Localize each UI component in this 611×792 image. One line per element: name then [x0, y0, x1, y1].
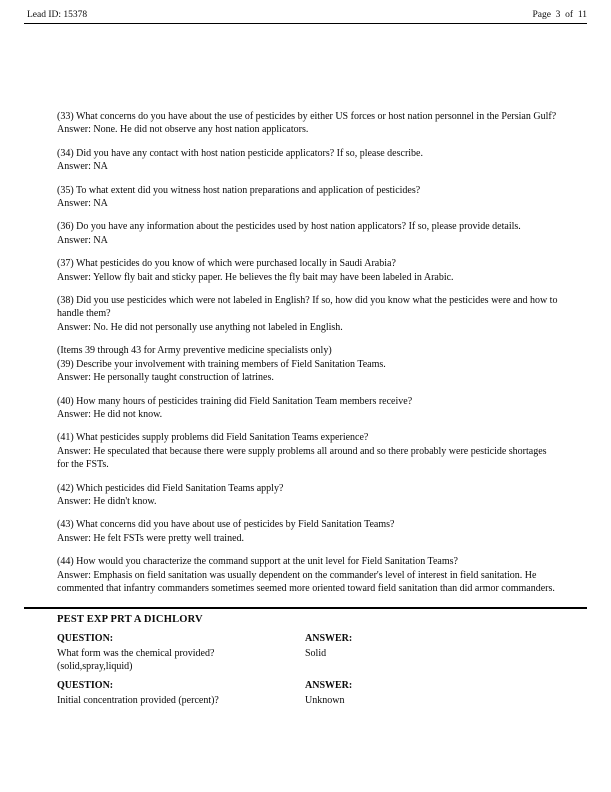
qa-block [57, 395, 559, 422]
question-label: QUESTION: [57, 680, 114, 692]
pest-exp-section [0, 614, 611, 707]
qa-block [57, 431, 559, 471]
question-column [57, 680, 305, 707]
question-label: QUESTION: [57, 633, 114, 645]
qa-block [57, 344, 559, 384]
question-text: (38) Did you use pesticides which were not labeled in English? If so, how did you know what the pesticides were and how to handle them? [57, 295, 558, 320]
qa-block [57, 482, 559, 509]
question-text: (41) What pesticides supply problems did Field Sanitation Teams experience? [57, 432, 369, 444]
question-text: (40) How many hours of pesticides training did Field Sanitation Team members receive? [57, 395, 413, 407]
question-text: (37) What pesticides do you know of which were purchased locally in Saudi Arabia? [57, 258, 396, 270]
section-title: PEST EXP PRT A DICHLORV [57, 614, 203, 626]
question-text: (44) How would you characterize the command support at the unit level for Field Sanitation Teams? [57, 556, 458, 568]
question-column [57, 633, 305, 673]
question-text: (36) Do you have any information about the pesticides used by host nation applicators? If so, please provide details. [57, 221, 521, 233]
answer-label: ANSWER: [305, 680, 353, 692]
section-question-text: Initial concentration provided (percent)? [57, 695, 219, 707]
answer-text: Answer: NA [57, 198, 108, 210]
lead-id: Lead ID: 15378 [27, 10, 88, 20]
question-text: (34) Did you have any contact with host nation pesticide applicators? If so, please describe. [57, 147, 423, 159]
question-text: (35) To what extent did you witness host nation preparations and application of pesticides? [57, 184, 421, 196]
qa-block [57, 220, 559, 247]
qa-block [57, 257, 559, 284]
qa-block [57, 147, 559, 174]
question-text: (39) Describe your involvement with training members of Field Sanitation Teams. [57, 358, 386, 370]
question-text: (43) What concerns did you have about use of pesticides by Field Sanitation Teams? [57, 519, 395, 531]
answer-text: Answer: He personally taught construction of latrines. [57, 372, 274, 384]
answer-text: Answer: NA [57, 161, 108, 173]
qa-block [57, 555, 559, 595]
document-body [0, 24, 611, 595]
page-number: Page 3 of 11 [532, 10, 587, 20]
answer-text: Answer: Yellow fly bait and sticky paper. He believes the fly bait may have been labeled in Arabic. [57, 271, 454, 283]
qa-block [57, 518, 559, 545]
page-header [0, 0, 611, 23]
answer-text: Answer: No. He did not personally use anything not labeled in English. [57, 321, 343, 333]
qa-block [57, 294, 559, 334]
items-note: (Items 39 through 43 for Army preventive medicine specialists only) [57, 345, 332, 357]
answer-label: ANSWER: [305, 633, 353, 645]
answer-text: Answer: He speculated that because there were supply problems all around and so there probably were pesticide shortages for the FSTs. [57, 445, 547, 471]
answer-text: Answer: He didn't know. [57, 495, 157, 507]
answer-text: Answer: None. He did not observe any host nation applicators. [57, 124, 309, 136]
qa-block [57, 184, 559, 211]
section-answer-text: Unknown [305, 695, 345, 707]
question-text: (42) Which pesticides did Field Sanitation Teams apply? [57, 482, 284, 494]
section-divider [24, 607, 587, 609]
question-text: (33) What concerns do you have about the use of pesticides by either US forces or host nation personnel in the Persian Gulf? [57, 111, 557, 122]
section-qa-row [57, 680, 559, 707]
answer-text: Answer: He did not know. [57, 408, 163, 420]
section-qa-row [57, 633, 559, 673]
section-question-text: What form was the chemical provided?(solid,spray,liquid) [57, 648, 215, 673]
qa-block [57, 110, 559, 137]
answer-text: Answer: Emphasis on field sanitation was usually dependent on the commander's level of interest in field sanitation. He commented that infantry commanders sometimes seemed more oriented toward field sanitation than did armor commanders. [57, 569, 555, 594]
answer-text: Answer: He felt FSTs were pretty well trained. [57, 532, 245, 544]
answer-text: Answer: NA [57, 234, 108, 246]
section-answer-text: Solid [305, 648, 327, 660]
answer-column [305, 680, 559, 707]
answer-column [305, 633, 559, 673]
